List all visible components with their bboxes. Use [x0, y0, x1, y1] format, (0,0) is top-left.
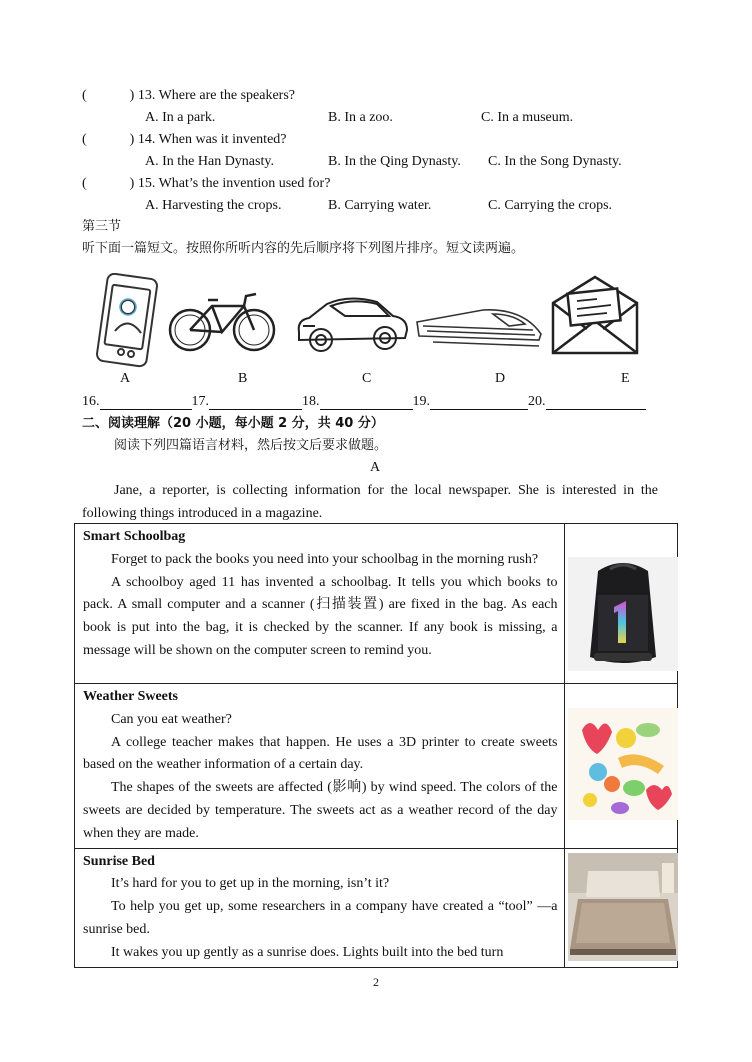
q13-option-c: C. In a museum.: [481, 110, 574, 125]
smartphone-icon: [88, 273, 160, 371]
train-icon: [413, 300, 545, 348]
picture-label-d: D: [495, 371, 506, 386]
article-paragraph: It wakes you up gently as a sunrise does. Lights built into the bed turn: [111, 944, 504, 960]
ordering-answer-row: [82, 394, 646, 410]
part2-instruction: 阅读下列四篇语言材料，然后按文后要求做题。: [114, 438, 388, 453]
article-title: Smart Schoolbag: [83, 529, 186, 544]
section3-instruction: 听下面一篇短文。按照你所听内容的先后顺序将下列图片排序。短文读两遍。: [82, 241, 525, 256]
q14-option-b: B. In the Qing Dynasty.: [328, 154, 461, 169]
answer-paren-close: ): [129, 88, 135, 103]
passage-intro: Jane, a reporter, is collecting information for the local newspaper. She is interested in the following things introduced in a magazine.: [82, 483, 658, 521]
blank-label: 18.: [302, 394, 320, 409]
blank-label: 19.: [412, 394, 430, 409]
blank-label: 20.: [528, 394, 546, 409]
question-13: [82, 86, 295, 106]
article-paragraph: Forget to pack the books you need into your schoolbag in the morning rush?: [111, 551, 539, 567]
article-paragraph: The shapes of the sweets are affected (影响) by wind speed. The colors of the sweets are decided by temperature. The sweets act as a weather record of the day when they are made.: [83, 780, 558, 841]
answer-blank[interactable]: [546, 395, 646, 410]
answer-paren-close: ): [129, 176, 135, 191]
q15-option-c: C. Carrying the crops.: [488, 198, 613, 213]
bed-photo: [568, 853, 678, 961]
picture-label-a: A: [120, 371, 131, 386]
question-stem: 13. Where are the speakers?: [137, 88, 296, 103]
question-stem: 14. When was it invented?: [137, 132, 287, 147]
article-title: Weather Sweets: [83, 689, 178, 704]
article-sunrise-bed: [75, 848, 565, 967]
answer-blank[interactable]: [209, 395, 302, 410]
article-weather-sweets: [75, 684, 565, 849]
table-row: [75, 524, 678, 684]
table-row: [75, 848, 678, 967]
article-paragraph: It’s hard for you to get up in the morning, isn’t it?: [111, 876, 390, 892]
blank-label: 17.: [191, 394, 209, 409]
picture-label-e: E: [621, 371, 630, 386]
article-paragraph: A schoolboy aged 11 has invented a schoolbag. It tells you which books to pack. A small computer and a scanner (扫描装置) are fixed in the bag. As each book is put into the bag, it is checked by the scanner. If any book is missing, a message will be shown on the computer screen to remind you.: [83, 574, 558, 658]
q15-option-a: A. Harvesting the crops.: [145, 198, 282, 213]
bicycle-icon: [166, 288, 278, 356]
question-stem: 15. What’s the invention used for?: [137, 176, 331, 191]
answer-blank[interactable]: [320, 395, 413, 410]
section3-title: 第三节: [82, 219, 122, 234]
invention-table: [74, 523, 678, 968]
q13-option-a: A. In a park.: [145, 110, 216, 125]
article-paragraph: A college teacher makes that happen. He uses a 3D printer to create sweets based on the weather information of a certain day.: [83, 734, 558, 773]
envelope-icon: [547, 273, 643, 357]
answer-blank[interactable]: [100, 395, 192, 410]
article-paragraph: To help you get up, some researchers in a company have created a “tool” —a sunrise bed.: [83, 899, 558, 937]
article-title: Sunrise Bed: [83, 853, 155, 869]
table-row: [75, 684, 678, 849]
answer-paren-close: ): [129, 132, 135, 147]
sweets-photo: [568, 708, 678, 820]
question-15: [82, 174, 330, 194]
q14-option-a: A. In the Han Dynasty.: [145, 154, 274, 169]
page-number: 2: [373, 975, 379, 989]
part2-title: 二、阅读理解（20 小题，每小题 2 分，共 40 分）: [82, 416, 384, 431]
car-icon: [293, 292, 411, 356]
question-14: [82, 130, 287, 150]
blank-label: 16.: [82, 394, 100, 409]
schoolbag-photo: [568, 557, 678, 671]
q15-option-b: B. Carrying water.: [328, 198, 432, 213]
answer-blank[interactable]: [430, 395, 528, 410]
q13-option-b: B. In a zoo.: [328, 110, 393, 125]
q14-option-c: C. In the Song Dynasty.: [488, 154, 622, 169]
answer-paren-open: (: [82, 132, 87, 147]
picture-label-c: C: [362, 371, 372, 386]
article-paragraph: Can you eat weather?: [111, 711, 232, 727]
article-smart-schoolbag: [75, 524, 565, 684]
answer-paren-open: (: [82, 88, 87, 103]
passage-label: A: [370, 460, 381, 475]
picture-label-b: B: [238, 371, 248, 386]
answer-paren-open: (: [82, 176, 87, 191]
